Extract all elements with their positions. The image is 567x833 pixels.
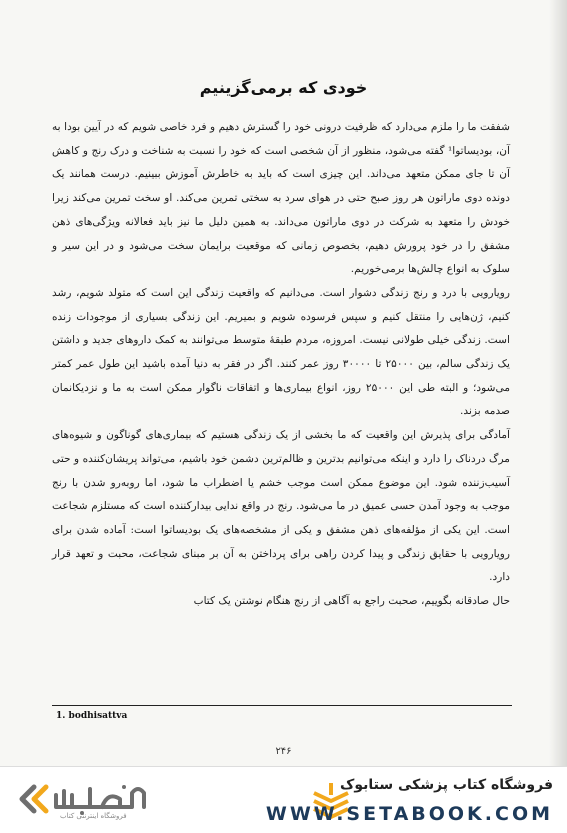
store-banner[interactable]	[0, 766, 567, 833]
paragraph-4: حال صادقانه بگوییم، صحبت راجع به آگاهی از رنج هنگام نوشتن یک کتاب	[193, 595, 510, 608]
footnote-divider	[52, 705, 512, 706]
footnote: 1. bodhisattva	[56, 711, 128, 721]
paragraph-2: رویارویی با درد و رنج زندگی دشوار است. می‌دانیم که واقعیت زندگی این است که متولد شویم، رشد کنیم، ژن‌هایی را منتقل کنیم و سپس فرسوده شویم و بمیریم. این زندگی بسیاری از موجودات زنده است. زندگی خیلی طولانی نیست. امروزه، مردم طبقهٔ متوسط می‌توانند به کمک داروهای جدید و داشتن یک زندگی سالم، بین ۲۵۰۰۰ تا ۳۰۰۰۰ روز عمر کنند. اگر در فقر به دنیا آمده باشید این طول عمر کمتر می‌شود؛ و البته طی این ۲۵۰۰۰ روز، انواع بیماری‌ها و اتفاقات ناگوار ممکن است به ما و نزدیکانمان صدمه بزند.	[52, 286, 510, 418]
paragraph-1: شفقت ما را ملزم می‌دارد که ظرفیت درونی خود را گسترش دهیم و فرد خاصی شویم که در آیین بودا به آن، بودیساتوا¹ گفته می‌شود، منظور از آن شخصی است که خود را نسبت به شناخت و درک رنج و کاهش آن تا جای ممکن متعهد می‌داند. این چیزی است که باید به خاطرش آموزش ببینیم. درست همانند یک دونده دوی ماراتون هر روز صبح حتی در هوای سرد به سختی تمرین می‌کند. او سخت تمرین می‌کند زیرا خودش را متعهد به شرکت در دوی ماراتون می‌داند. به همین دلیل ما نیز باید فعالانه ویژگی‌های ذهن مشفق را در خود پرورش دهیم، بخصوص زمانی که موقعیت برایمان سخت می‌شود و در این سیر و سلوک به انواع چالش‌ها برمی‌خوریم.	[52, 121, 511, 276]
body-text	[52, 116, 510, 614]
logo-subtitle: فروشگاه اینترنتی کتاب	[60, 812, 127, 820]
paragraph-3: آمادگی برای پذیرش این واقعیت که ما بخشی از یک زندگی هستیم که بیماری‌های گوناگون و شیوه‌های مرگ دردناک را دارد و اینکه می‌توانیم بدترین و ظالم‌ترین دشمن خود باشیم، می‌تواند پریشان‌کننده و حتی آسیب‌زننده شود. این موضوع ممکن است موجب خشم یا اضطراب ما شود، اما روبه‌رو شدن با رنج موجب به وجود آمدن حسی عمیق در ما می‌شود. رنج در واقع ندایی بیدارکننده است که مستلزم شجاعت است. این یکی از مؤلفه‌های ذهن مشفق و یکی از مشخصه‌های یک بودیساتوا است: آماده شدن برای رویارویی با حقایق زندگی و پیدا کردن راهی برای پرداختن به آن بر مبنای شجاعت، محبت و تعهد قرار دارد.	[52, 429, 510, 584]
chapter-title: خودی که برمی‌گزینیم	[199, 78, 368, 97]
shop-name: فروشگاه کتاب پزشکی ستابوک	[340, 777, 553, 793]
shop-url-link[interactable]: WWW.SETABOOK.COM	[265, 803, 553, 825]
page-number: ۲۴۶	[275, 746, 292, 757]
